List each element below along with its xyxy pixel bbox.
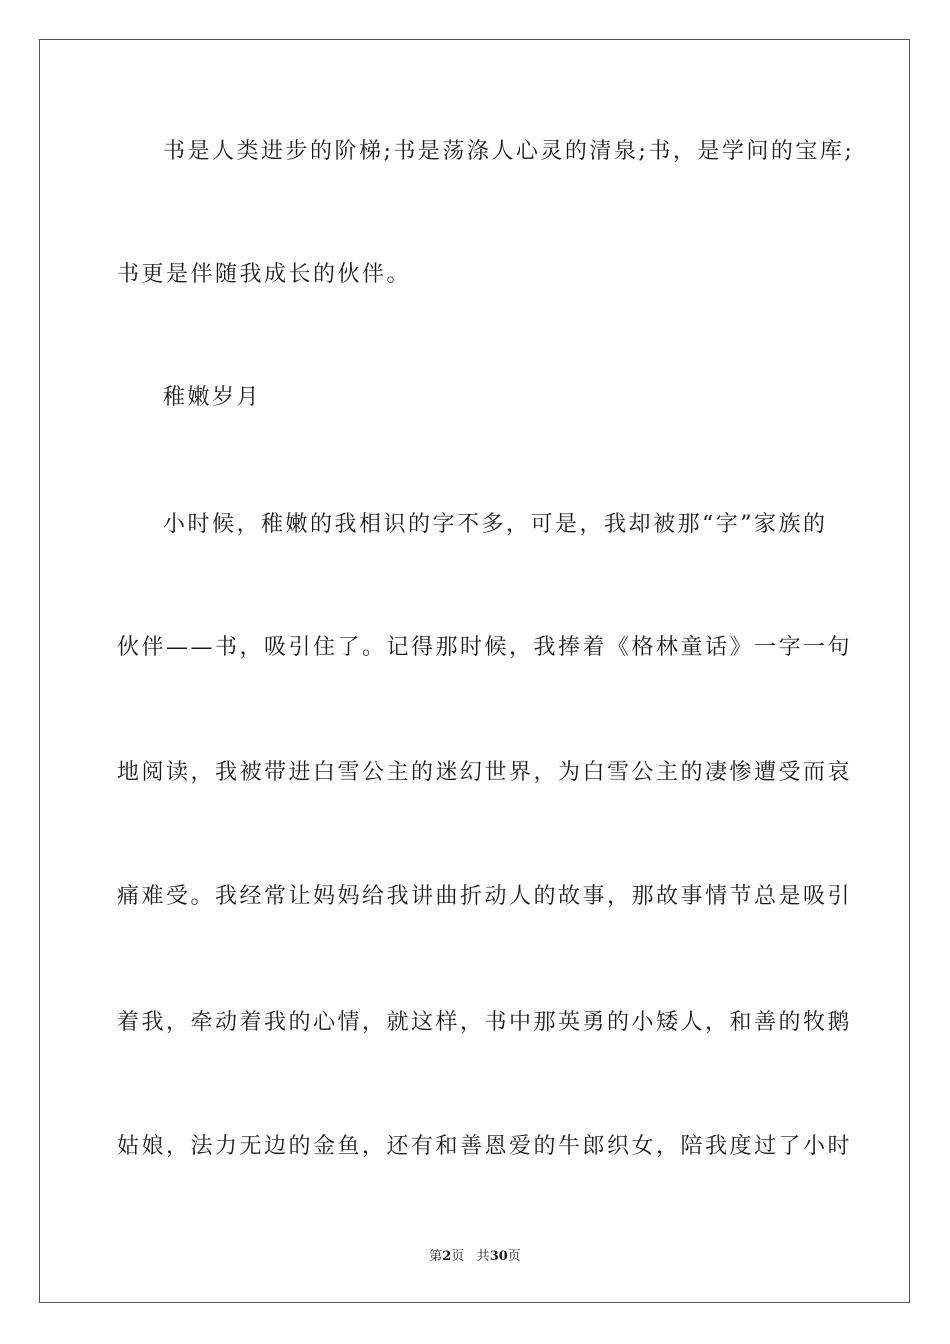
page-frame [39, 39, 910, 1303]
page-prefix: 第 [429, 1249, 443, 1264]
page-footer [0, 1248, 950, 1266]
page-number: 2 [442, 1249, 452, 1264]
paragraph-line-2: 书更是伴随我成长的伙伴。 [117, 262, 412, 287]
total-prefix: 共 [476, 1249, 490, 1264]
paragraph-line-5: 地阅读，我被带进白雪公主的迷幻世界，为白雪公主的凄惨遭受而哀 [117, 760, 853, 785]
paragraph-line-1: 书是人类进步的阶梯;书是荡涤人心灵的清泉;书，是学问的宝库; [163, 139, 855, 164]
paragraph-line-6: 痛难受。我经常让妈妈给我讲曲折动人的故事，那故事情节总是吸引 [117, 884, 853, 909]
paragraph-line-7: 着我，牵动着我的心情，就这样，书中那英勇的小矮人，和善的牧鹅 [117, 1010, 853, 1035]
paragraph-line-8: 姑娘，法力无边的金鱼，还有和善恩爱的牛郎织女，陪我度过了小时 [117, 1134, 853, 1159]
section-heading: 稚嫩岁月 [163, 385, 262, 410]
total-pages: 30 [489, 1249, 508, 1264]
paragraph-line-3: 小时候，稚嫩的我相识的字不多，可是，我却被那“字”家族的 [163, 512, 828, 537]
paragraph-line-4: 伙伴——书，吸引住了。记得那时候，我捧着《格林童话》一字一句 [117, 635, 853, 660]
total-suffix: 页 [507, 1249, 521, 1264]
page-suffix: 页 [451, 1249, 465, 1264]
